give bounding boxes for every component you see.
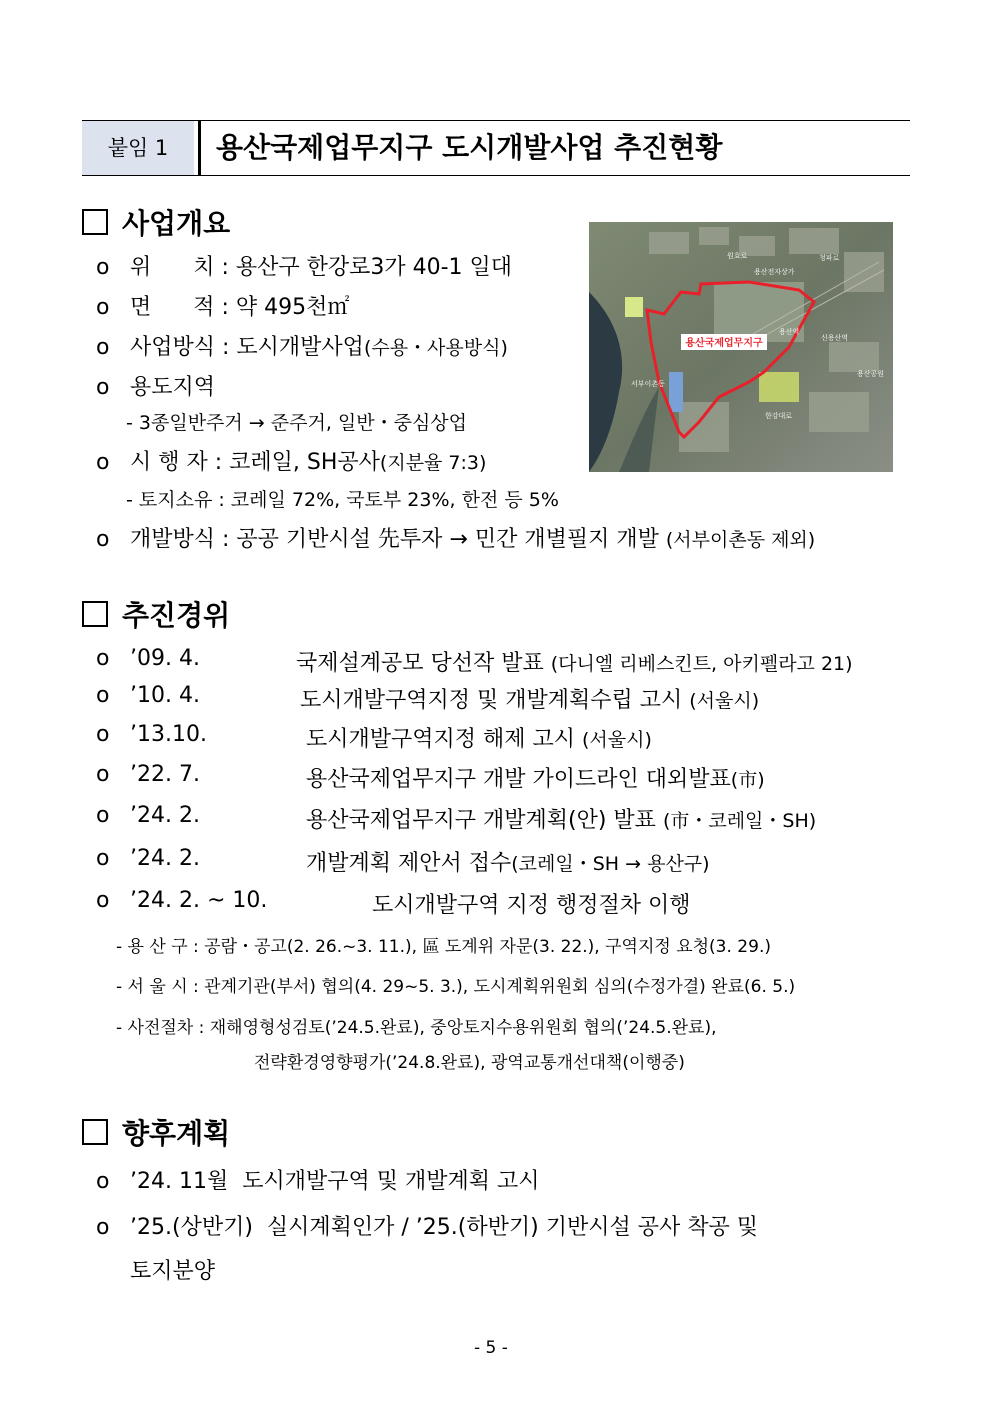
bullet-icon: o [96, 762, 110, 787]
item-label: 사업방식 [130, 335, 216, 360]
item-label: 개발방식 [130, 527, 216, 552]
history-item [96, 846, 200, 871]
history-note: (市) [730, 769, 765, 791]
overview-item-development [96, 522, 815, 553]
map-label: 원효로 [727, 252, 748, 260]
history-note: (코레일・SH → 용산구) [511, 853, 710, 875]
procedure-sub-yongsan: - 용 산 구 : 공람・공고(2. 26.~3. 11.), 區 도계위 자문(3. 22.), 구역지정 요청(3. 29.) [116, 937, 771, 957]
history-date: ’24. 2. ~ 10. [130, 888, 268, 913]
bullet-icon: o [96, 683, 110, 708]
bullet-icon: o [96, 375, 110, 400]
history-text [306, 762, 765, 793]
bullet-icon: o [96, 255, 110, 280]
map-label: 청파로 [819, 254, 840, 262]
page-number: - 5 - [474, 1338, 508, 1358]
section-heading-text: 사업개요 [122, 207, 231, 240]
bullet-icon: o [96, 450, 110, 475]
bullet-icon: o [96, 295, 110, 320]
history-note: (다니엘 리베스킨트, 아키펠라고 21) [550, 653, 853, 675]
item-note: (지분율 7:3) [379, 452, 487, 474]
history-item [96, 646, 200, 671]
attachment-tag: 붙임 1 [82, 121, 194, 175]
history-desc: 도시개발구역 지정 행정절차 이행 [372, 893, 691, 918]
history-date: ’13.10. [130, 722, 207, 747]
item-label: 시 행 자 [130, 450, 208, 475]
bullet-icon: o [96, 722, 110, 747]
bullet-icon: o [96, 1215, 110, 1240]
map-label: 신용산역 [821, 334, 849, 342]
bullet-icon: o [96, 335, 110, 360]
item-value: 도시개발사업 [236, 335, 364, 360]
history-desc: 용산국제업무지구 개발계획(안) 발표 [306, 808, 656, 833]
item-label: 면 적 [130, 295, 215, 320]
history-text [372, 888, 691, 919]
history-text [306, 803, 816, 834]
item-note: (수용・사용방식) [363, 337, 508, 359]
map-label: 용산역 [779, 328, 800, 336]
item-value: 공공 기반시설 先투자 → 민간 개별필지 개발 [236, 527, 659, 552]
item-sep: : [215, 527, 237, 552]
checkbox-square-icon [82, 209, 108, 235]
history-date: ’24. 2. [130, 846, 200, 871]
bullet-icon: o [96, 888, 110, 913]
procedure-sub-seoul: - 서 울 시 : 관계기관(부서) 협의(4. 29~5. 3.), 도시계획위원회 심의(수정가결) 완료(6. 5.) [116, 977, 796, 997]
item-sep: : [214, 295, 236, 320]
land-ownership-sub-item: - 토지소유 : 코레일 72%, 국토부 23%, 한전 등 5% [126, 489, 559, 511]
history-desc: 도시개발구역지정 해제 고시 [306, 727, 576, 752]
bullet-icon: o [96, 527, 110, 552]
overview-item-location [96, 250, 512, 281]
section-heading-text: 추진경위 [122, 599, 231, 632]
bullet-icon: o [96, 846, 110, 871]
history-date: ’24. 2. [130, 803, 200, 828]
item-sep: : [215, 335, 237, 360]
green-parcel [759, 372, 799, 402]
map-label: 용산공원 [857, 370, 885, 378]
history-desc: 도시개발구역지정 및 개발계획수립 고시 [300, 688, 683, 713]
history-date: ’09. 4. [130, 646, 200, 671]
item-value: 코레일, SH공사 [229, 450, 380, 475]
item-label: 용도지역 [130, 375, 216, 400]
history-text [306, 846, 710, 877]
history-date: ’10. 4. [130, 683, 200, 708]
section-heading-overview [82, 202, 230, 242]
history-desc: 용산국제업무지구 개발 가이드라인 대외발표 [306, 767, 731, 792]
document-header [82, 120, 910, 176]
aerial-map-image [589, 222, 893, 472]
bullet-icon: o [96, 646, 110, 671]
district-label: 용산국제업무지구 [685, 338, 763, 349]
history-item [96, 722, 207, 747]
header-divider [198, 121, 201, 175]
plan-text: ’24. 11월 도시개발구역 및 개발계획 고시 [130, 1169, 540, 1194]
item-label: 위 치 [130, 255, 215, 280]
procedure-sub-prior-cont: 전략환경영향평가(’24.8.완료), 광역교통개선대책(이행중) [254, 1053, 685, 1073]
overview-item-area [96, 290, 349, 321]
history-item [96, 803, 200, 828]
overview-item-operator [96, 445, 486, 476]
section-heading-history [82, 594, 230, 634]
procedure-sub-prior: - 사전절차 : 재해영형성검토(’24.5.완료), 중앙토지수용위원회 협의(’24.5.완료), [116, 1018, 717, 1038]
item-value: 용산구 한강로3가 40-1 일대 [235, 255, 513, 280]
map-label: 서부이촌동 [631, 380, 665, 388]
history-text [306, 722, 652, 753]
item-value: 약 495천㎡ [235, 295, 350, 320]
item-sep: : [207, 450, 230, 475]
bullet-icon: o [96, 1169, 110, 1194]
plan-item-cont: 토지분양 [130, 1259, 216, 1284]
zoning-sub-item: - 3종일반주거 → 준주거, 일반・중심상업 [126, 412, 468, 434]
item-note: (서부이촌동 제외) [665, 529, 816, 551]
plan-item [96, 1164, 539, 1195]
overview-item-method [96, 330, 508, 361]
section-heading-plan [82, 1112, 230, 1152]
page-title: 용산국제업무지구 도시개발사업 추진현황 [216, 131, 723, 164]
section-heading-text: 향후계획 [122, 1117, 231, 1150]
plan-item [96, 1210, 758, 1241]
history-item [96, 762, 200, 787]
aerial-map-svg [589, 222, 893, 472]
history-desc: 국제설계공모 당선작 발표 [296, 651, 544, 676]
bullet-icon: o [96, 803, 110, 828]
map-label: 용산전자상가 [754, 268, 795, 276]
blue-parcel [669, 372, 683, 412]
history-note: (서울시) [582, 729, 652, 751]
history-item [96, 888, 267, 913]
plan-text: ’25.(상반기) 실시계획인가 / ’25.(하반기) 기반시설 공사 착공 및 [130, 1215, 758, 1240]
history-item [96, 683, 200, 708]
green-parcel [625, 297, 643, 317]
history-desc: 개발계획 제안서 접수 [306, 851, 512, 876]
history-text [300, 683, 759, 714]
history-note: (市・코레일・SH) [662, 810, 817, 832]
history-note: (서울시) [689, 690, 760, 712]
history-text [296, 646, 853, 677]
overview-item-zoning [96, 370, 215, 401]
map-label: 한강대로 [765, 412, 793, 420]
item-sep: : [214, 255, 236, 280]
history-date: ’22. 7. [130, 762, 200, 787]
checkbox-square-icon [82, 1119, 108, 1145]
checkbox-square-icon [82, 601, 108, 627]
